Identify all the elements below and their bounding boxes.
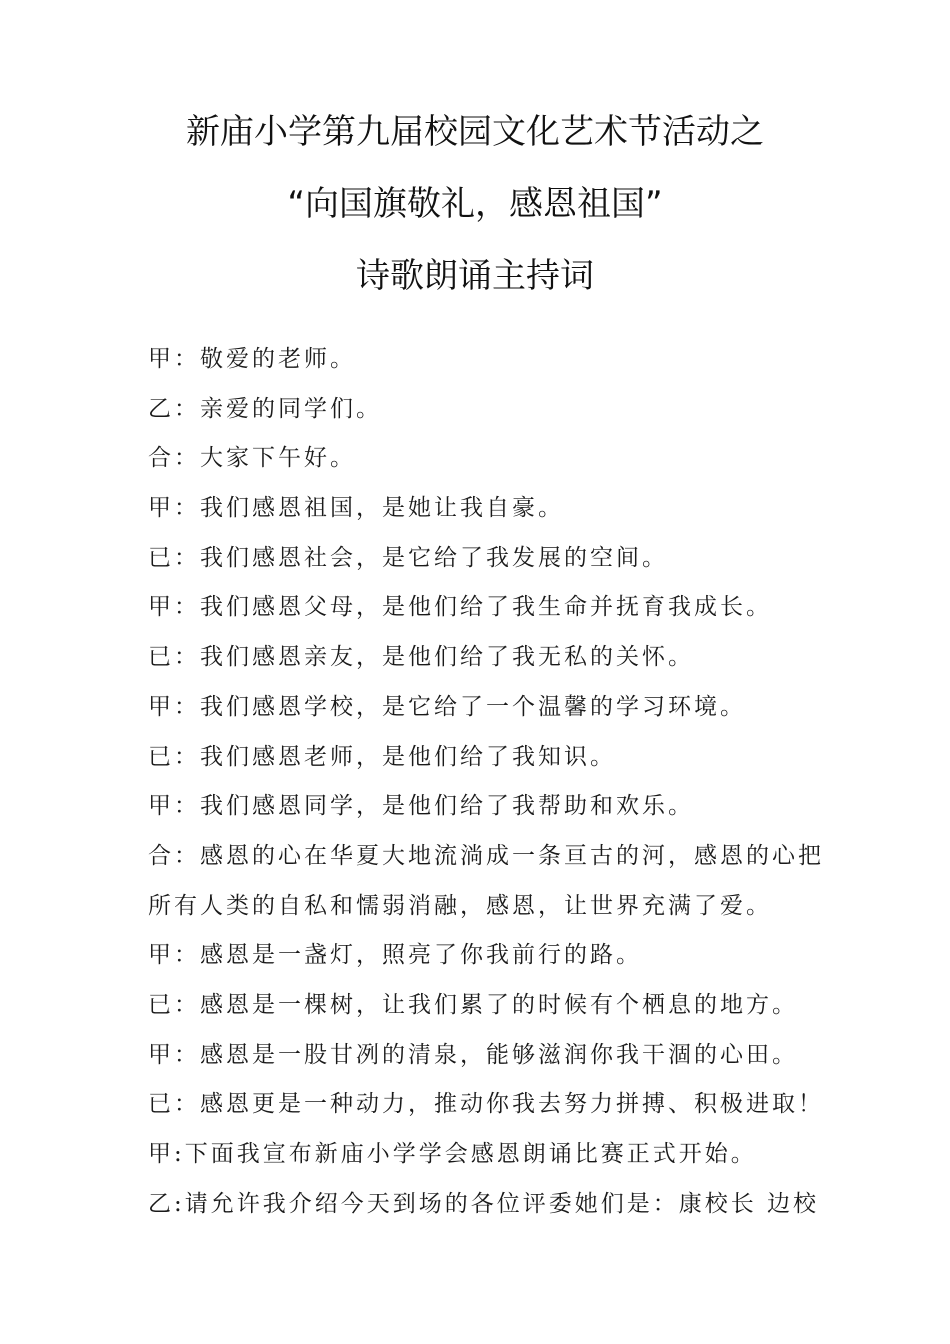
script-line: 已：感恩更是一种动力，推动你我去努力拼搏、积极进取！ [148,1091,824,1118]
script-line: 甲：感恩是一股甘冽的清泉，能够滋润你我干涸的心田。 [148,1041,798,1068]
script-line: 合：感恩的心在华夏大地流淌成一条亘古的河，感恩的心把 [148,842,824,869]
script-body [148,336,824,1230]
title-line-2: “向国旗敬礼，感恩祖国” [287,184,663,224]
script-line: 乙:请允许我介绍今天到场的各位评委她们是：康校长 边校 [148,1190,820,1217]
script-line: 已：感恩是一棵树，让我们累了的时候有个栖息的地方。 [148,991,798,1018]
script-line: 合：大家下午好。 [148,445,356,472]
title-line-1: 新庙小学第九届校园文化艺术节活动之 [186,112,764,152]
script-line: 所有人类的自私和懦弱消融，感恩，让世界充满了爱。 [148,892,772,919]
script-line: 已：我们感恩社会，是它给了我发展的空间。 [148,544,668,571]
script-line: 甲：敬爱的老师。 [148,346,356,372]
script-line: 甲：我们感恩祖国，是她让我自豪。 [148,495,564,522]
script-line: 已：我们感恩亲友，是他们给了我无私的关怀。 [148,644,694,671]
script-line: 甲：感恩是一盏灯，照亮了你我前行的路。 [148,942,642,969]
script-line: 甲:下面我宣布新庙小学学会感恩朗诵比赛正式开始。 [148,1141,757,1167]
document-title [0,104,950,320]
script-line: 乙：亲爱的同学们。 [148,395,382,422]
script-line: 甲：我们感恩父母，是他们给了我生命并抚育我成长。 [148,594,772,621]
script-line: 甲：我们感恩同学，是他们给了我帮助和欢乐。 [148,793,694,820]
title-line-3: 诗歌朗诵主持词 [356,256,594,296]
script-line: 甲：我们感恩学校，是它给了一个温馨的学习环境。 [148,693,746,720]
script-line: 已：我们感恩老师，是他们给了我知识。 [148,743,616,770]
